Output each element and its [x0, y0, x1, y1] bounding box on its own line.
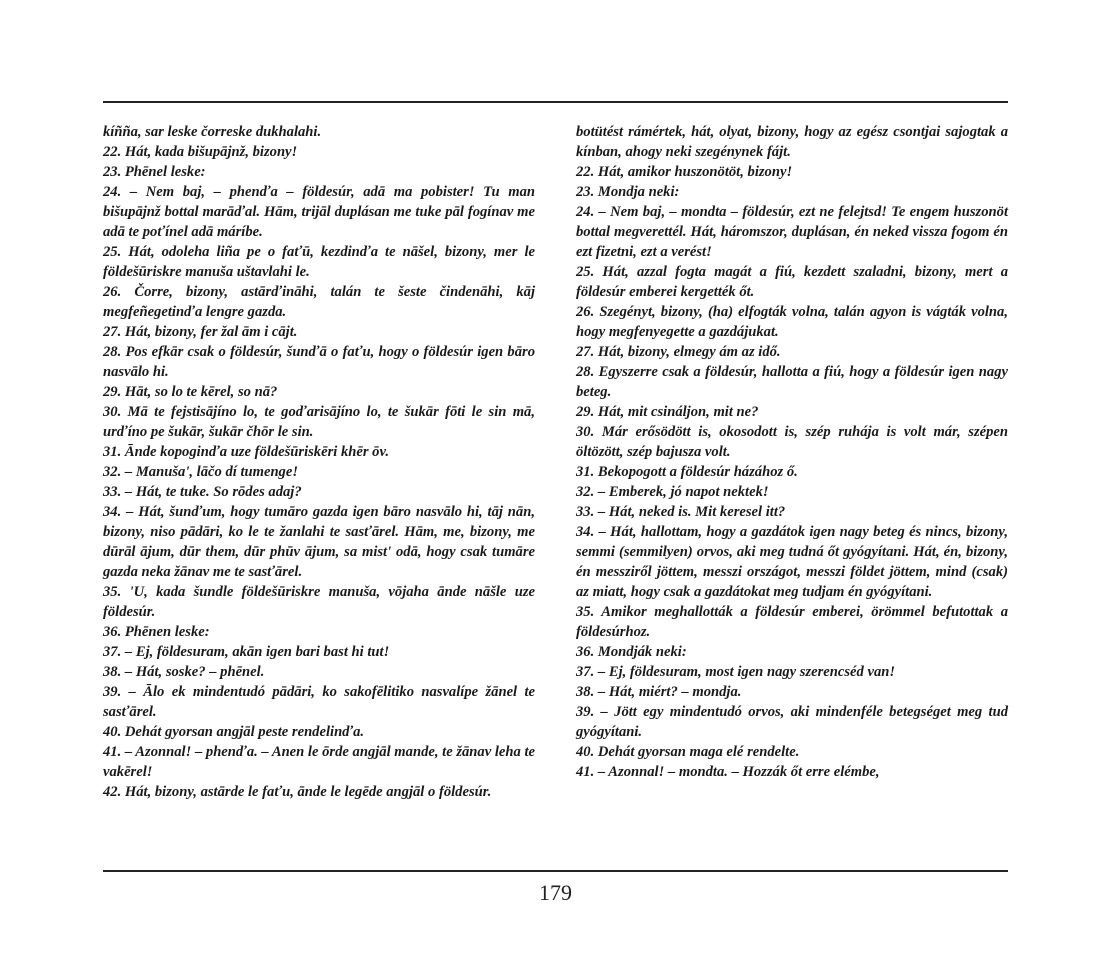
paragraph: 31. Bekopogott a földesúr házához ő. [576, 464, 798, 480]
paragraph: 42. Hát, bizony, astārde le faťu, ānde le legēde angjāl o földesúr. [103, 784, 492, 800]
paragraph: 31. Ānde kopoginďa uze földešūriskēri khēr ōv. [103, 444, 390, 460]
paragraph: 37. – Ej, földesuram, most igen nagy szerencséd van! [576, 664, 896, 680]
paragraph: 33. – Hát, neked is. Mit keresel itt? [576, 504, 786, 520]
left-column-romani [103, 122, 535, 802]
paragraph: 32. – Emberek, jó napot nektek! [576, 484, 769, 500]
bottom-rule [103, 870, 1008, 872]
paragraph: 37. – Ej, földesuram, akān igen bari bast hi tut! [103, 644, 390, 660]
paragraph: 35. 'U, kada šundle földešūriskre manuša, vōjaha ānde nāšle uze földesúr. [103, 584, 535, 620]
paragraph: 36. Mondják neki: [576, 644, 687, 660]
paragraph: 39. – Jött egy mindentudó orvos, aki mindenféle betegséget meg tud gyógyítani. [576, 704, 1008, 740]
paragraph: 27. Hát, bizony, elmegy ám az idő. [576, 344, 781, 360]
paragraph: 41. – Azonnal! – phenďa. – Anen le ōrde angjāl mande, te žānav leha te vakērel! [103, 744, 535, 780]
paragraph: 23. Phēnel leske: [103, 164, 206, 180]
paragraph: 23. Mondja neki: [576, 184, 680, 200]
paragraph: 40. Dehát gyorsan maga elé rendelte. [576, 744, 800, 760]
paragraph: 40. Dehát gyorsan angjāl peste rendelinďa. [103, 724, 365, 740]
paragraph: botütést rámértek, hát, olyat, bizony, hogy az egész csontjai sajogtak a kínban, ahogy neki szegénynek fájt. [576, 124, 1008, 160]
paragraph: 29. Hāt, so lo te kērel, so nā? [103, 384, 278, 400]
paragraph: 27. Hát, bizony, fer žal ām i cājt. [103, 324, 298, 340]
paragraph: 36. Phēnen leske: [103, 624, 210, 640]
paragraph: 38. – Hát, miért? – mondja. [576, 684, 742, 700]
paragraph: 24. – Nem baj, – mondta – földesúr, ezt ne felejtsd! Te engem huszonöt bottal megverettél. Hát, háromszor, duplásan, én neked vissza fogom én ezt fizetni, ezt a verést! [576, 204, 1008, 260]
paragraph: 38. – Hát, soske? – phēnel. [103, 664, 265, 680]
paragraph: 25. Hát, azzal fogta magát a fiú, kezdett szaladni, bizony, mert a földesúr emberei kergették őt. [576, 264, 1008, 300]
paragraph: 39. – Ālo ek mindentudó pādāri, ko sakofēlitiko nasvalípe žānel te sasťārel. [103, 684, 535, 720]
paragraph: 28. Pos efkār csak o földesúr, šunďā o faťu, hogy o földesúr igen bāro nasvālo hi. [103, 344, 535, 380]
paragraph: 24. – Nem baj, – phenďa – földesúr, adā ma pobister! Tu man bišupājnž bottal marāďal. Hām, trijāl duplásan me tuke pāl fogínav me adā te poťínel adā máríbe. [103, 184, 535, 240]
top-rule [103, 101, 1008, 103]
paragraph: 34. – Hát, šunďum, hogy tumāro gazda igen bāro nasvālo hi, tāj nān, bizony, niso pādāri, ko le te žanlahi te sasťārel. Hām, me, bizony, me dūrāl ājum, dūr them, dūr phūv ājum, sa mist' odā, hogy csak tumāre gazda neka žānav me te sasťārel. [103, 504, 535, 580]
paragraph: 33. – Hát, te tuke. So rōdes adaj? [103, 484, 302, 500]
paragraph: 26. Szegényt, bizony, (ha) elfogták volna, talán agyon is vágták volna, hogy megfenyegette a gazdájukat. [576, 304, 1008, 340]
right-column-hungarian [576, 122, 1008, 782]
paragraph: 25. Hát, odoleha liña pe o faťū, kezdinďa te nāšel, bizony, mer le földešūriskre manuša uštavlahi le. [103, 244, 535, 280]
paragraph: 35. Amikor meghallották a földesúr emberei, örömmel befutottak a földesúrhoz. [576, 604, 1008, 640]
paragraph: 26. Čorre, bizony, astārďināhi, talán te šeste čindenāhi, kāj megfeñegetinďa lengre gazda. [103, 284, 535, 320]
paragraph: 22. Hát, kada bišupājnž, bizony! [103, 144, 298, 160]
paragraph: kíñña, sar leske čorreske dukhalahi. [103, 124, 322, 140]
paragraph: 30. Már erősödött is, okosodott is, szép ruhája is volt már, szépen öltözött, szép bajusza volt. [576, 424, 1008, 460]
paragraph: 28. Egyszerre csak a földesúr, hallotta a fiú, hogy a földesúr igen nagy beteg. [576, 364, 1008, 400]
paragraph: 32. – Manuša', lāčo dí tumenge! [103, 464, 299, 480]
paragraph: 30. Mā te fejstisājíno lo, te goďarisājíno lo, te šukār fōti le sin mā, urďíno pe šukār, šukār čhōr le sin. [103, 404, 535, 440]
paragraph: 29. Hát, mit csináljon, mit ne? [576, 404, 759, 420]
page-number: 179 [539, 880, 572, 905]
paragraph: 22. Hát, amikor huszonötöt, bizony! [576, 164, 793, 180]
paragraph: 41. – Azonnal! – mondta. – Hozzák őt erre elémbe, [576, 764, 880, 780]
paragraph: 34. – Hát, hallottam, hogy a gazdátok igen nagy beteg és nincs, bizony, semmi (semmilyen) orvos, aki meg tudná őt gyógyítani. Hát, én, bizony, én messziről jöttem, messzi országot, messzi földet jöttem, mind (csak) az miatt, hogy csak a gazdátokat meg tudjam én gyógyítani. [576, 524, 1008, 600]
